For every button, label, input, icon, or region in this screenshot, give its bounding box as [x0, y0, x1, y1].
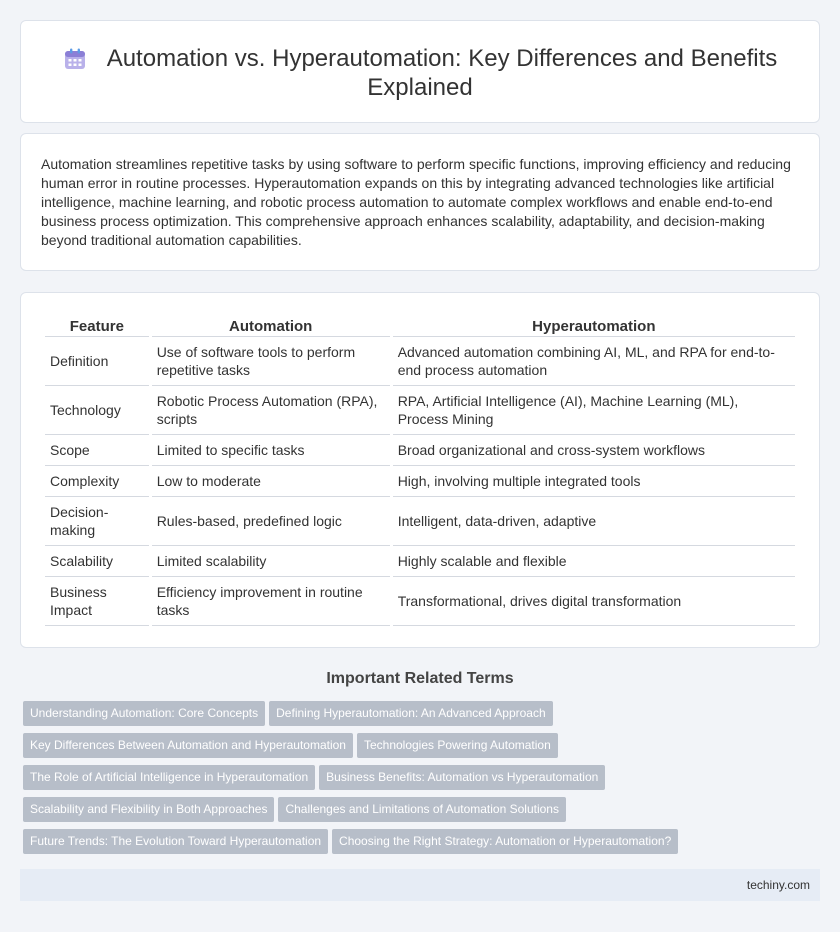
- cell-feature: Scope: [45, 435, 149, 466]
- cell-hyperautomation: Transformational, drives digital transformation: [393, 577, 795, 626]
- table-row: [45, 386, 795, 435]
- cell-feature: Decision-making: [45, 497, 149, 546]
- tag-row: [23, 733, 823, 765]
- footer: [20, 869, 820, 901]
- cell-automation: Low to moderate: [152, 466, 390, 497]
- title-card: [20, 20, 820, 123]
- cell-hyperautomation: RPA, Artificial Intelligence (AI), Machine Learning (ML), Process Mining: [393, 386, 795, 435]
- related-term-link[interactable]: The Role of Artificial Intelligence in Hyperautomation: [23, 765, 315, 790]
- related-term-link[interactable]: Choosing the Right Strategy: Automation or Hyperautomation?: [332, 829, 678, 854]
- related-term-link[interactable]: Future Trends: The Evolution Toward Hyperautomation: [23, 829, 328, 854]
- cell-automation: Efficiency improvement in routine tasks: [152, 577, 390, 626]
- table-row: [45, 337, 795, 386]
- related-term-link[interactable]: Scalability and Flexibility in Both Approaches: [23, 797, 274, 822]
- cell-hyperautomation: Intelligent, data-driven, adaptive: [393, 497, 795, 546]
- comparison-card: [20, 292, 820, 648]
- page-title-text: Automation vs. Hyperautomation: Key Differences and Benefits Explained: [106, 45, 778, 101]
- cell-automation: Use of software tools to perform repetitive tasks: [152, 337, 390, 386]
- cell-automation: Limited to specific tasks: [152, 435, 390, 466]
- intro-paragraph: Automation streamlines repetitive tasks by using software to perform specific functions, improving efficiency and reducing human error in routine processes. Hyperautomation expands on this by integrating advanced technologies like artificial intelligence, machine learning, and robotic process automation to automate complex workflows and enable end-to-end business process optimization. This comprehensive approach enhances scalability, adaptability, and decision-making beyond traditional automation capabilities.: [41, 156, 791, 248]
- table-row: [45, 546, 795, 577]
- related-term-link[interactable]: Key Differences Between Automation and Hyperautomation: [23, 733, 353, 758]
- cell-automation: Robotic Process Automation (RPA), scripts: [152, 386, 390, 435]
- calendar-icon: [63, 47, 87, 71]
- related-term-link[interactable]: Understanding Automation: Core Concepts: [23, 701, 265, 726]
- header-automation: Automation: [152, 315, 390, 337]
- intro-card: [20, 133, 820, 271]
- page-title: [61, 44, 779, 102]
- tag-row: [23, 765, 823, 797]
- cell-automation: Rules-based, predefined logic: [152, 497, 390, 546]
- table-header-row: [45, 315, 795, 337]
- related-terms-title: Important Related Terms: [326, 670, 514, 687]
- cell-feature: Scalability: [45, 546, 149, 577]
- footer-site-name: techiny.com: [746, 878, 810, 892]
- table-row: [45, 466, 795, 497]
- related-term-link[interactable]: Technologies Powering Automation: [357, 733, 558, 758]
- cell-hyperautomation: Highly scalable and flexible: [393, 546, 795, 577]
- header-feature: Feature: [45, 315, 149, 337]
- comparison-table: [42, 315, 798, 626]
- cell-feature: Business Impact: [45, 577, 149, 626]
- cell-hyperautomation: High, involving multiple integrated tools: [393, 466, 795, 497]
- cell-feature: Technology: [45, 386, 149, 435]
- related-terms-list: [23, 701, 823, 861]
- table-row: [45, 577, 795, 626]
- tag-row: [23, 797, 823, 829]
- cell-feature: Complexity: [45, 466, 149, 497]
- cell-automation: Limited scalability: [152, 546, 390, 577]
- cell-hyperautomation: Broad organizational and cross-system workflows: [393, 435, 795, 466]
- related-term-link[interactable]: Defining Hyperautomation: An Advanced Approach: [269, 701, 553, 726]
- table-row: [45, 497, 795, 546]
- table-row: [45, 435, 795, 466]
- title-wrap: [61, 44, 779, 102]
- cell-hyperautomation: Advanced automation combining AI, ML, and RPA for end-to-end process automation: [393, 337, 795, 386]
- header-hyperautomation: Hyperautomation: [393, 315, 795, 337]
- related-term-link[interactable]: Business Benefits: Automation vs Hyperautomation: [319, 765, 605, 790]
- related-term-link[interactable]: Challenges and Limitations of Automation Solutions: [278, 797, 566, 822]
- tag-row: [23, 701, 823, 733]
- cell-feature: Definition: [45, 337, 149, 386]
- tag-row: [23, 829, 823, 861]
